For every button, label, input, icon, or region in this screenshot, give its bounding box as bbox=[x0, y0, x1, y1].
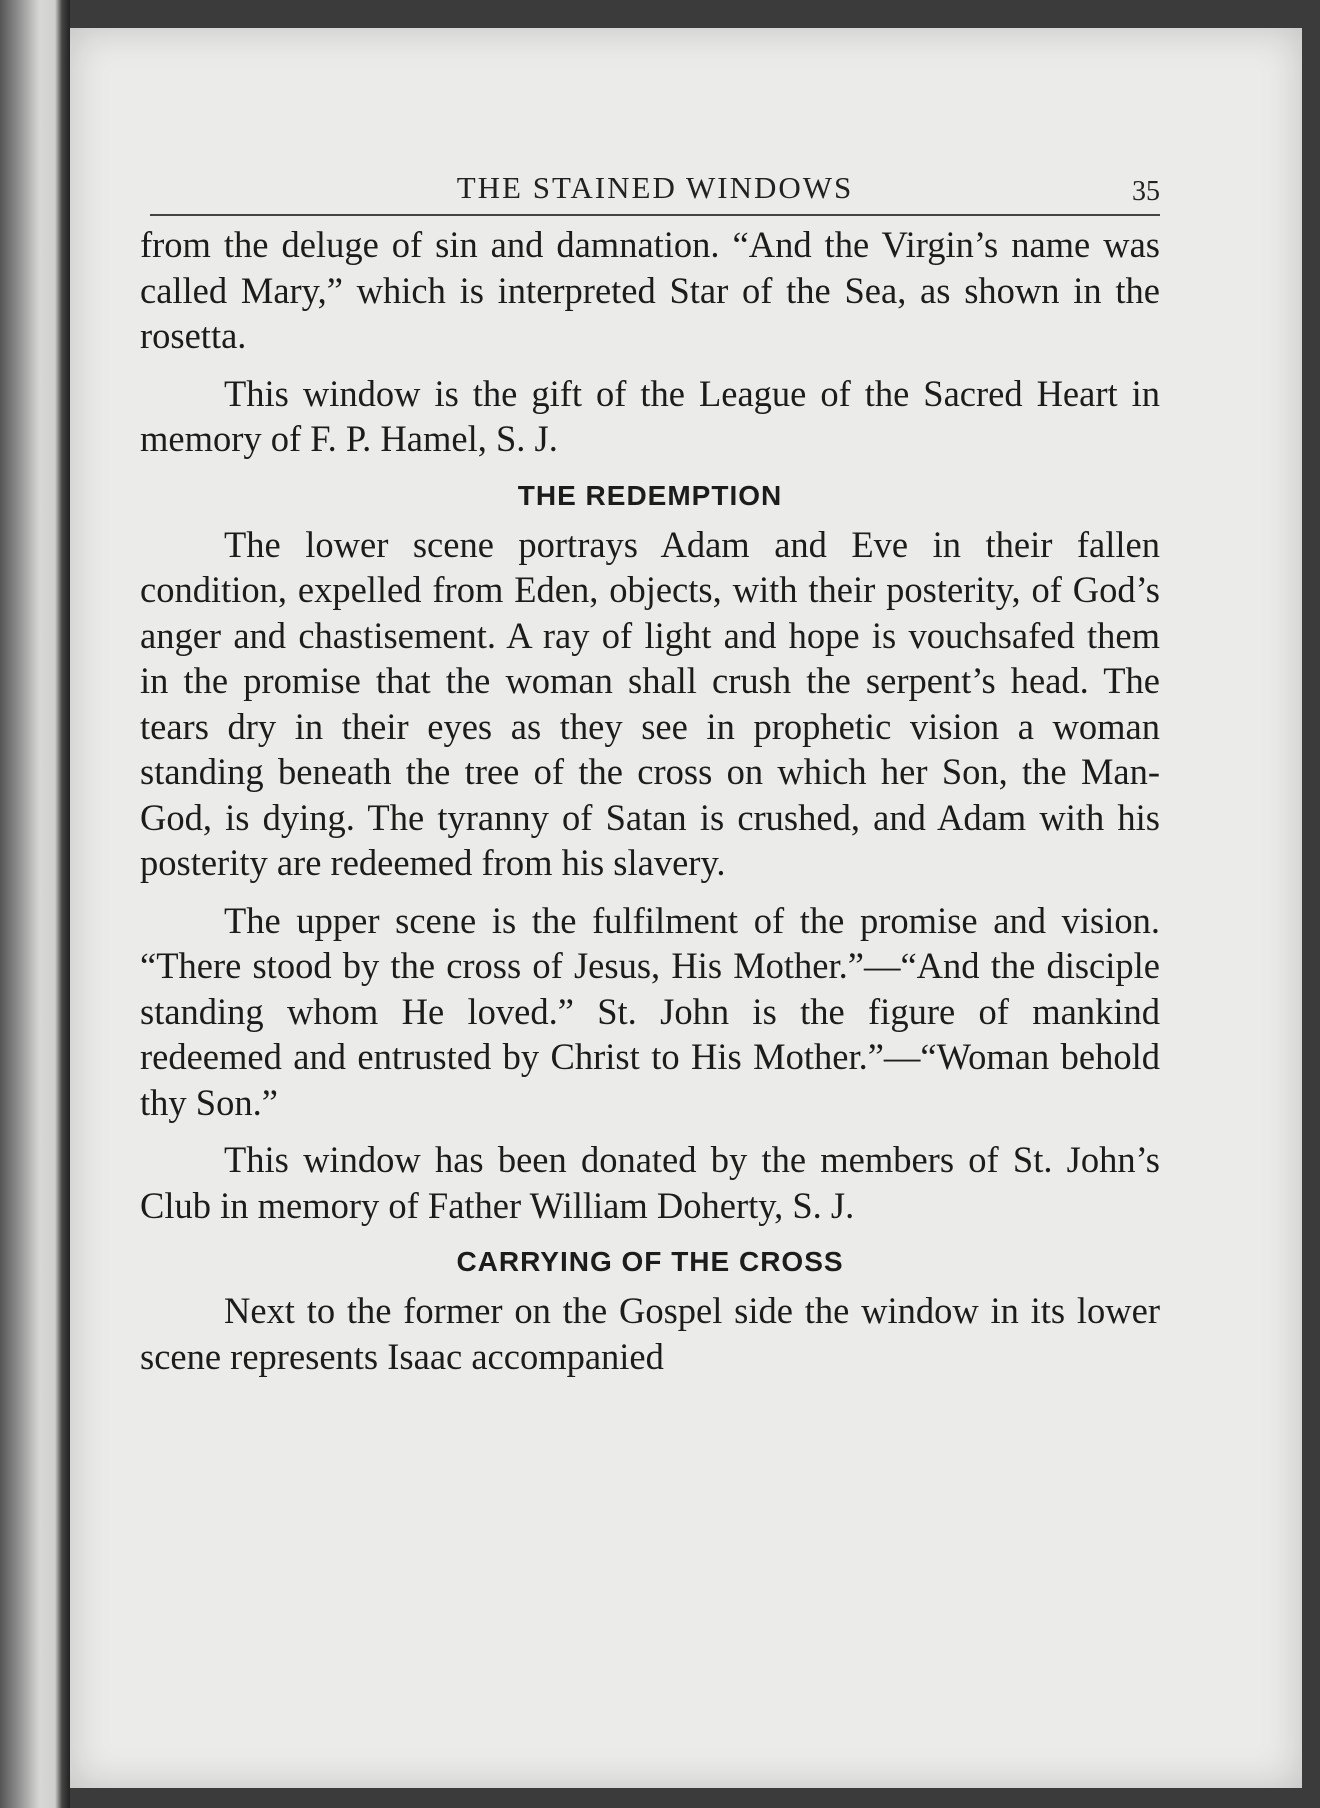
facing-page-edge bbox=[0, 0, 70, 1808]
header-rule bbox=[150, 214, 1160, 216]
paragraph-2: This window is the gift of the League of the Sacred Heart in memory of F. P. Hamel, S. J. bbox=[140, 372, 1160, 459]
paragraph-4: The upper scene is the fulfilment of the promise and vision. “There stood by the cross of Jesus, His Mother.”—“And the disciple standing whom He loved.” St. John is the figure of mankind redeemed and entrusted by Christ to His Mother.”—“Woman behold thy Son.” bbox=[140, 899, 1160, 1123]
paragraph-6: Next to the former on the Gospel side the window in its lower scene represents Isaac accompanied bbox=[140, 1290, 1160, 1377]
section-heading-carrying-cross: CARRYING OF THE CROSS bbox=[456, 1246, 844, 1277]
running-title: THE STAINED WINDOWS bbox=[456, 170, 854, 205]
paragraph-1: from the deluge of sin and damnation. “And the Virgin’s name was called Mary,” which is interpreted Star of the Sea, as shown in the rosetta. bbox=[140, 224, 1160, 356]
running-head bbox=[150, 150, 1160, 210]
page-number: 35 bbox=[1132, 176, 1160, 207]
paragraph-5: This window has been donated by the members of St. John’s Club in memory of Father William Doherty, S. J. bbox=[140, 1139, 1160, 1226]
body-text bbox=[140, 222, 1160, 1391]
paragraph-3: The lower scene portrays Adam and Eve in their fallen condition, expelled from Eden, objects, with their posterity, of God’s anger and chastisement. A ray of light and hope is vouchsafed them in the promise that the woman shall crush the serpent’s head. The tears dry in their eyes as they see in prophetic vision a woman standing beneath the tree of the cross on which her Son, the Man-God, is dying. The tyranny of Satan is crushed, and Adam with his posterity are redeemed from his slavery. bbox=[140, 523, 1160, 883]
section-heading-redemption: THE REDEMPTION bbox=[517, 479, 783, 511]
